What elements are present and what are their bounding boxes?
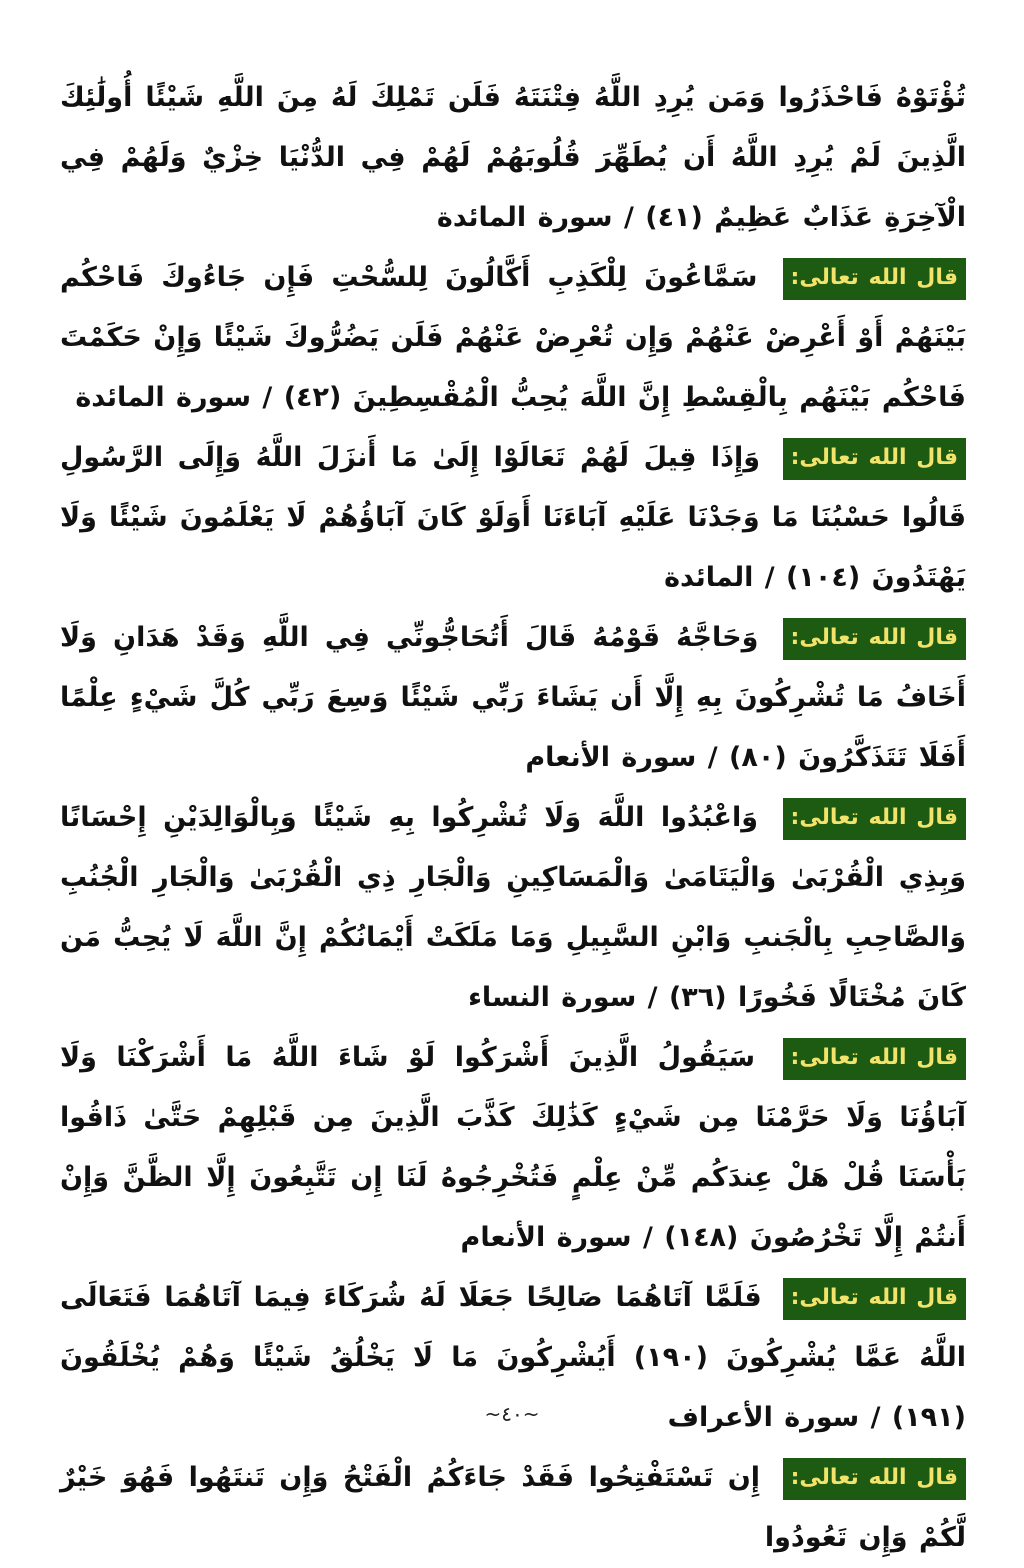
surah-reference: / المائدة: [664, 562, 775, 593]
verse-text: تُؤْتَوْهُ فَاحْذَرُوا وَمَن يُرِدِ اللَّهُ فِتْنَتَهُ فَلَن تَمْلِكَ لَهُ مِنَ اللَّهِ شَيْئًا أُولَٰئِكَ الَّذِينَ لَمْ يُرِدِ اللَّهُ أَن يُطَهِّرَ قُلُوبَهُمْ لَهُمْ فِي الدُّنْيَا خِزْيٌ وَلَهُمْ فِي الْآخِرَةِ عَذَابٌ عَظِيمٌ (٤١): [60, 82, 966, 233]
verse-entry-5: [60, 788, 966, 1028]
verse-text: وَحَاجَّهُ قَوْمُهُ قَالَ أَتُحَاجُّونِّي فِي اللَّهِ وَقَدْ هَدَانِ وَلَا أَخَافُ مَا تُشْرِكُونَ بِهِ إِلَّا أَن يَشَاءَ رَبِّي شَيْئًا وَسِعَ رَبِّي كُلَّ شَيْءٍ عِلْمًا أَفَلَا تَتَذَكَّرُونَ (٨٠): [60, 622, 966, 773]
quote-label: قال الله تعالى:: [783, 438, 966, 480]
surah-reference: / سورة الأنعام: [525, 742, 718, 773]
verse-entry-2: [60, 248, 966, 428]
surah-reference: / سورة النساء: [468, 982, 658, 1013]
verse-text: إِن تَسْتَفْتِحُوا فَقَدْ جَاءَكُمُ الْفَتْحُ وَإِن تَنتَهُوا فَهُوَ خَيْرٌ لَّكُمْ وَإِن تَعُودُوا: [60, 1462, 966, 1553]
surah-reference: / سورة الأنعام: [460, 1222, 653, 1253]
surah-reference: / سورة الأعراف: [667, 1402, 881, 1433]
verse-entry-4: [60, 608, 966, 788]
verse-entry-6: [60, 1028, 966, 1268]
quote-label: قال الله تعالى:: [783, 1458, 966, 1500]
quote-label: قال الله تعالى:: [783, 258, 966, 300]
quote-label: قال الله تعالى:: [783, 1038, 966, 1080]
verse-entry-1: [60, 68, 966, 248]
surah-reference: / سورة المائدة: [75, 382, 273, 413]
verse-text: وَاعْبُدُوا اللَّهَ وَلَا تُشْرِكُوا بِهِ شَيْئًا وَبِالْوَالِدَيْنِ إِحْسَانًا وَبِذِي الْقُرْبَىٰ وَالْيَتَامَىٰ وَالْمَسَاكِينِ وَالْجَارِ ذِي الْقُرْبَىٰ وَالْجَارِ الْجُنُبِ وَالصَّاحِبِ بِالْجَنبِ وَابْنِ السَّبِيلِ وَمَا مَلَكَتْ أَيْمَانُكُمْ إِنَّ اللَّهَ لَا يُحِبُّ مَن كَانَ مُخْتَالًا فَخُورًا (٣٦): [60, 802, 966, 1013]
quote-label: قال الله تعالى:: [783, 1278, 966, 1320]
verse-entry-3: [60, 428, 966, 608]
verse-text: وَإِذَا قِيلَ لَهُمْ تَعَالَوْا إِلَىٰ مَا أَنزَلَ اللَّهُ وَإِلَى الرَّسُولِ قَالُوا حَسْبُنَا مَا وَجَدْنَا عَلَيْهِ آبَاءَنَا أَوَلَوْ كَانَ آبَاؤُهُمْ لَا يَعْلَمُونَ شَيْئًا وَلَا يَهْتَدُونَ (١٠٤): [60, 442, 966, 593]
verse-entry-8: [60, 1448, 966, 1568]
verse-text: سَمَّاعُونَ لِلْكَذِبِ أَكَّالُونَ لِلسُّحْتِ فَإِن جَاءُوكَ فَاحْكُم بَيْنَهُمْ أَوْ أَعْرِضْ عَنْهُمْ وَإِن تُعْرِضْ عَنْهُمْ فَلَن يَضُرُّوكَ شَيْئًا وَإِنْ حَكَمْتَ فَاحْكُم بَيْنَهُم بِالْقِسْطِ إِنَّ اللَّهَ يُحِبُّ الْمُقْسِطِينَ (٤٢): [60, 262, 966, 413]
quote-label: قال الله تعالى:: [783, 618, 966, 660]
quote-label: قال الله تعالى:: [783, 798, 966, 840]
surah-reference: / سورة المائدة: [436, 202, 634, 233]
verse-text: فَلَمَّا آتَاهُمَا صَالِحًا جَعَلَا لَهُ شُرَكَاءَ فِيمَا آتَاهُمَا فَتَعَالَى اللَّهُ عَمَّا يُشْرِكُونَ (١٩٠) أَيُشْرِكُونَ مَا لَا يَخْلُقُ شَيْئًا وَهُمْ يُخْلَقُونَ (١٩١): [60, 1282, 966, 1433]
verse-text: سَيَقُولُ الَّذِينَ أَشْرَكُوا لَوْ شَاءَ اللَّهُ مَا أَشْرَكْنَا وَلَا آبَاؤُنَا وَلَا حَرَّمْنَا مِن شَيْءٍ كَذَٰلِكَ كَذَّبَ الَّذِينَ مِن قَبْلِهِمْ حَتَّىٰ ذَاقُوا بَأْسَنَا قُلْ هَلْ عِندَكُم مِّنْ عِلْمٍ فَتُخْرِجُوهُ لَنَا إِن تَتَّبِعُونَ إِلَّا الظَّنَّ وَإِنْ أَنتُمْ إِلَّا تَخْرُصُونَ (١٤٨): [60, 1042, 966, 1253]
page-number: ~٤٠~: [484, 1402, 540, 1426]
